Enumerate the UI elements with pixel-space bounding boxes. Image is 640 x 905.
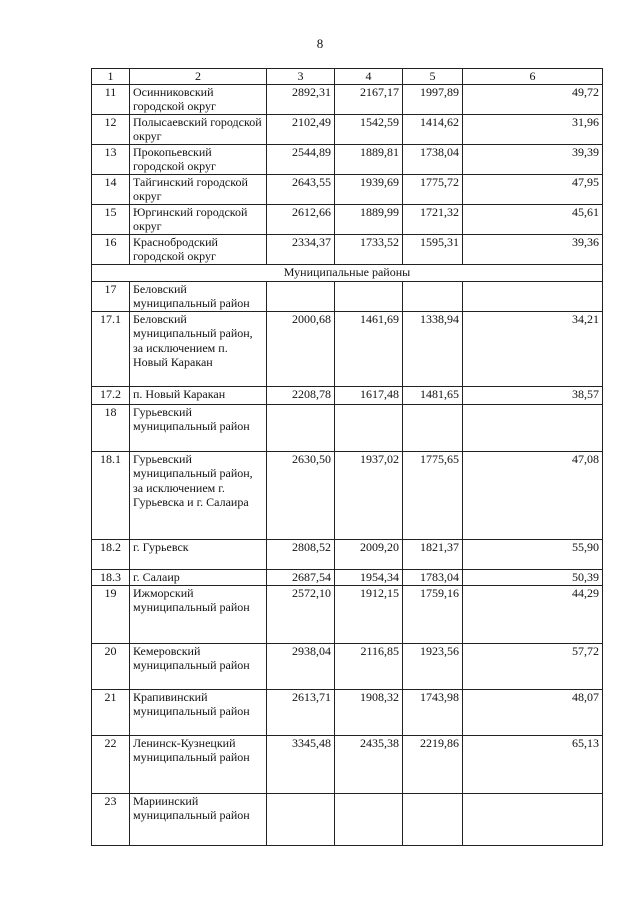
row-number: 18.2 (92, 539, 130, 569)
value-col-6: 65,13 (463, 735, 603, 793)
value-col-4: 2435,38 (335, 735, 403, 793)
value-col-3: 2102,49 (267, 114, 335, 144)
value-col-5: 2219,86 (403, 735, 463, 793)
value-col-6: 57,72 (463, 643, 603, 689)
page-number: 8 (316, 36, 324, 51)
row-number: 23 (92, 793, 130, 845)
value-col-5: 1923,56 (403, 643, 463, 689)
row-name: г. Салаир (130, 569, 267, 585)
value-col-3: 2208,78 (267, 386, 335, 404)
value-col-4: 2167,17 (335, 84, 403, 114)
table-row (92, 404, 603, 451)
row-name: Гурьевский муниципальный район, за исключением г. Гурьевска и г. Салаира (130, 451, 267, 539)
value-col-5: 1759,16 (403, 585, 463, 643)
value-col-6: 55,90 (463, 539, 603, 569)
value-col-5: 1338,94 (403, 311, 463, 386)
value-col-6: 34,21 (463, 311, 603, 386)
value-col-3: 2808,52 (267, 539, 335, 569)
value-col-5: 1775,65 (403, 451, 463, 539)
value-col-3: 2643,55 (267, 174, 335, 204)
table-row (92, 114, 603, 144)
row-name: п. Новый Каракан (130, 386, 267, 404)
value-col-3: 2334,37 (267, 234, 335, 264)
row-name: Полысаевский городской округ (130, 114, 267, 144)
value-col-4: 2009,20 (335, 539, 403, 569)
column-header: 3 (267, 69, 335, 85)
row-number: 17.2 (92, 386, 130, 404)
value-col-4: 1889,99 (335, 204, 403, 234)
row-number: 19 (92, 585, 130, 643)
table-row (92, 793, 603, 845)
value-col-5: 1481,65 (403, 386, 463, 404)
value-col-6: 47,08 (463, 451, 603, 539)
value-col-4: 2116,85 (335, 643, 403, 689)
value-col-6: 39,39 (463, 144, 603, 174)
table-row (92, 451, 603, 539)
value-col-3: 2000,68 (267, 311, 335, 386)
value-col-4: 1889,81 (335, 144, 403, 174)
value-col-3: 2938,04 (267, 643, 335, 689)
value-col-6 (463, 793, 603, 845)
value-col-5: 1414,62 (403, 114, 463, 144)
section-heading: Муниципальные районы (92, 264, 603, 281)
row-number: 18.3 (92, 569, 130, 585)
row-number: 18 (92, 404, 130, 451)
row-name: Кемеровский муниципальный район (130, 643, 267, 689)
value-col-4: 1542,59 (335, 114, 403, 144)
value-col-3: 2572,10 (267, 585, 335, 643)
value-col-6 (463, 281, 603, 311)
value-col-3: 2612,66 (267, 204, 335, 234)
value-col-6: 44,29 (463, 585, 603, 643)
value-col-6: 31,96 (463, 114, 603, 144)
column-header: 6 (463, 69, 603, 85)
value-col-5: 1783,04 (403, 569, 463, 585)
row-name: Ижморский муниципальный район (130, 585, 267, 643)
value-col-6: 50,39 (463, 569, 603, 585)
row-number: 16 (92, 234, 130, 264)
value-col-3: 3345,48 (267, 735, 335, 793)
row-name: Ленинск-Кузнецкий муниципальный район (130, 735, 267, 793)
row-name: Мариинский муниципальный район (130, 793, 267, 845)
table-row (92, 84, 603, 114)
table-row (92, 204, 603, 234)
value-col-5: 1738,04 (403, 144, 463, 174)
row-name: Беловский муниципальный район (130, 281, 267, 311)
header-row (92, 69, 603, 85)
row-number: 11 (92, 84, 130, 114)
row-number: 13 (92, 144, 130, 174)
table-row (92, 689, 603, 735)
table-row (92, 539, 603, 569)
value-col-4 (335, 404, 403, 451)
section-row (92, 264, 603, 281)
value-col-4 (335, 281, 403, 311)
value-col-3: 2544,89 (267, 144, 335, 174)
table-row (92, 234, 603, 264)
value-col-3: 2630,50 (267, 451, 335, 539)
value-col-5: 1721,32 (403, 204, 463, 234)
row-number: 21 (92, 689, 130, 735)
row-number: 18.1 (92, 451, 130, 539)
table-row (92, 144, 603, 174)
value-col-6: 47,95 (463, 174, 603, 204)
value-col-4: 1461,69 (335, 311, 403, 386)
value-col-5 (403, 793, 463, 845)
value-col-5: 1595,31 (403, 234, 463, 264)
value-col-5: 1997,89 (403, 84, 463, 114)
table-row (92, 585, 603, 643)
row-number: 12 (92, 114, 130, 144)
value-col-5: 1743,98 (403, 689, 463, 735)
row-name: Беловский муниципальный район, за исключением п. Новый Каракан (130, 311, 267, 386)
column-header: 1 (92, 69, 130, 85)
row-name: Прокопьевский городской округ (130, 144, 267, 174)
value-col-4: 1617,48 (335, 386, 403, 404)
value-col-4 (335, 793, 403, 845)
table-row (92, 643, 603, 689)
value-col-3: 2687,54 (267, 569, 335, 585)
value-col-4: 1939,69 (335, 174, 403, 204)
table-row (92, 174, 603, 204)
row-name: Краснобродский городской округ (130, 234, 267, 264)
row-name: Юргинский городской округ (130, 204, 267, 234)
value-col-6: 48,07 (463, 689, 603, 735)
table-row (92, 386, 603, 404)
value-col-5 (403, 404, 463, 451)
data-table (91, 68, 603, 846)
value-col-3 (267, 793, 335, 845)
table-row (92, 735, 603, 793)
row-number: 15 (92, 204, 130, 234)
value-col-4: 1733,52 (335, 234, 403, 264)
column-header: 5 (403, 69, 463, 85)
row-number: 17 (92, 281, 130, 311)
table-row (92, 281, 603, 311)
value-col-3 (267, 281, 335, 311)
value-col-6: 39,36 (463, 234, 603, 264)
row-name: Осинниковский городской округ (130, 84, 267, 114)
value-col-3: 2892,31 (267, 84, 335, 114)
row-name: г. Гурьевск (130, 539, 267, 569)
row-number: 17.1 (92, 311, 130, 386)
value-col-6: 49,72 (463, 84, 603, 114)
value-col-5: 1821,37 (403, 539, 463, 569)
row-number: 14 (92, 174, 130, 204)
value-col-6: 38,57 (463, 386, 603, 404)
value-col-5 (403, 281, 463, 311)
row-name: Крапивинский муниципальный район (130, 689, 267, 735)
value-col-6 (463, 404, 603, 451)
column-header: 4 (335, 69, 403, 85)
row-name: Тайгинский городской округ (130, 174, 267, 204)
value-col-4: 1954,34 (335, 569, 403, 585)
value-col-4: 1937,02 (335, 451, 403, 539)
value-col-3: 2613,71 (267, 689, 335, 735)
value-col-3 (267, 404, 335, 451)
table-row (92, 311, 603, 386)
column-header: 2 (130, 69, 267, 85)
value-col-5: 1775,72 (403, 174, 463, 204)
row-number: 22 (92, 735, 130, 793)
row-name: Гурьевский муниципальный район (130, 404, 267, 451)
row-number: 20 (92, 643, 130, 689)
value-col-6: 45,61 (463, 204, 603, 234)
value-col-4: 1912,15 (335, 585, 403, 643)
table-row (92, 569, 603, 585)
value-col-4: 1908,32 (335, 689, 403, 735)
